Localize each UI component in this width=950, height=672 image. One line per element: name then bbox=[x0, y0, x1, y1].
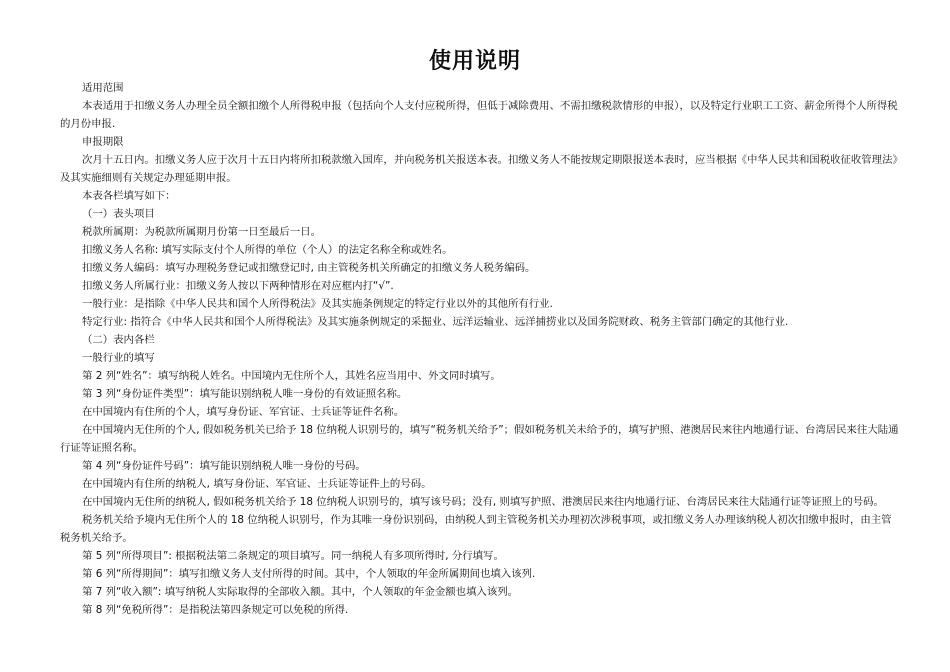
body-paragraph: 第 8 列“免税所得”：是指税法第四条规定可以免税的所得. bbox=[82, 604, 349, 616]
body-paragraph: 第 3 列“身份证件类型”：填写能识别纳税人唯一身份的有效证照名称。 bbox=[82, 388, 408, 400]
body-paragraph: 次月十五日内。扣缴义务人应于次月十五日内将所扣税款缴入国库，并向税务机关报送本表。扣缴义务人不能按规定期限报送本表时，应当根据《中华人民共和国税收征收管理法》及其实施细则有关规定办理延期申报。 bbox=[60, 154, 898, 184]
body-paragraph: 特定行业: 指符合《中华人民共和国个人所得税法》及其实施条例规定的采掘业、远洋运输业、远洋捕捞业以及国务院财政、税务主管部门确定的其他行业. bbox=[82, 316, 789, 328]
section-heading: 适用范围 bbox=[82, 82, 124, 94]
body-paragraph: 第 4 列“身份证件号码”：填写能识别纳税人唯一身份的号码。 bbox=[82, 460, 366, 472]
body-paragraph: 在中国境内有住所的纳税人, 填写身份证、军官证、士兵证等证件上的号码。 bbox=[82, 478, 432, 490]
body-paragraph: 本表适用于扣缴义务人办理全员全额扣缴个人所得税申报（包括向个人支付应税所得，但低于减除费用、不需扣缴税款情形的申报），以及特定行业职工工资、薪金所得个人所得税的月份申报. bbox=[60, 100, 898, 130]
body-paragraph: 在中国境内无住所的纳税人, 假如税务机关给予 18 位纳税人识别号的，填写该号码；没有, 则填写护照、港澳居民来往内地通行证、台湾居民来往大陆通行证等证照上的号码。 bbox=[82, 496, 884, 508]
body-paragraph: 税务机关给予境内无住所个人的 18 位纳税人识别号，作为其唯一身份识别码，由纳税人到主管税务机关办理初次涉税事项，或扣缴义务人办理该纳税人初次扣缴申报时，由主管税务机关给予。 bbox=[60, 514, 892, 544]
body-paragraph: 本表各栏填写如下： bbox=[82, 190, 176, 202]
body-paragraph: 税款所属期：为税款所属期月份第一日至最后一日。 bbox=[82, 226, 321, 238]
body-paragraph: 第 2 列“姓名”：填写纳税人姓名。中国境内无住所个人，其姓名应当用中、外文同时填写。 bbox=[82, 370, 501, 382]
body-paragraph: 第 6 列“所得期间”：填写扣缴义务人支付所得的时间。其中，个人领取的年金所属期间也填入该列. bbox=[82, 568, 536, 580]
subsection-heading: （一）表头项目 bbox=[82, 208, 155, 220]
body-paragraph: 扣缴义务人所属行业：扣缴义务人按以下两种情形在对应框内打“√”. bbox=[82, 280, 394, 292]
section-heading: 一般行业的填写 bbox=[82, 352, 155, 364]
document-title: 使用说明 bbox=[428, 49, 521, 74]
document-body bbox=[60, 79, 900, 619]
body-paragraph: 在中国境内有住所的个人，填写身份证、军官证、士兵证等证件名称。 bbox=[82, 406, 405, 418]
body-paragraph: 第 5 列“所得项目”: 根据税法第二条规定的项目填写。同一纳税人有多项所得时, 分行填写。 bbox=[82, 550, 504, 562]
section-heading: 申报期限 bbox=[82, 136, 124, 148]
body-paragraph: 扣缴义务人名称: 填写实际支付个人所得的单位（个人）的法定名称全称或姓名。 bbox=[82, 244, 453, 256]
body-paragraph: 第 7 列“收入额”: 填写纳税人实际取得的全部收入额。其中，个人领取的年金金额也填入该列。 bbox=[82, 586, 519, 598]
body-paragraph: 一般行业：是指除《中华人民共和国个人所得税法》及其实施条例规定的特定行业以外的其他所有行业. bbox=[82, 298, 553, 310]
body-paragraph: 在中国境内无住所的个人, 假如税务机关已给予 18 位纳税人识别号的，填写“税务机关给予”；假如税务机关未给予的，填写护照、港澳居民来往内地通行证、台湾居民来往大陆通行证等证照名称。 bbox=[60, 424, 899, 454]
body-paragraph: 扣缴义务人编码：填写办理税务登记或扣缴登记时, 由主管税务机关所确定的扣缴义务人税务编码。 bbox=[82, 262, 536, 274]
subsection-heading: （二）表内各栏 bbox=[82, 334, 155, 346]
